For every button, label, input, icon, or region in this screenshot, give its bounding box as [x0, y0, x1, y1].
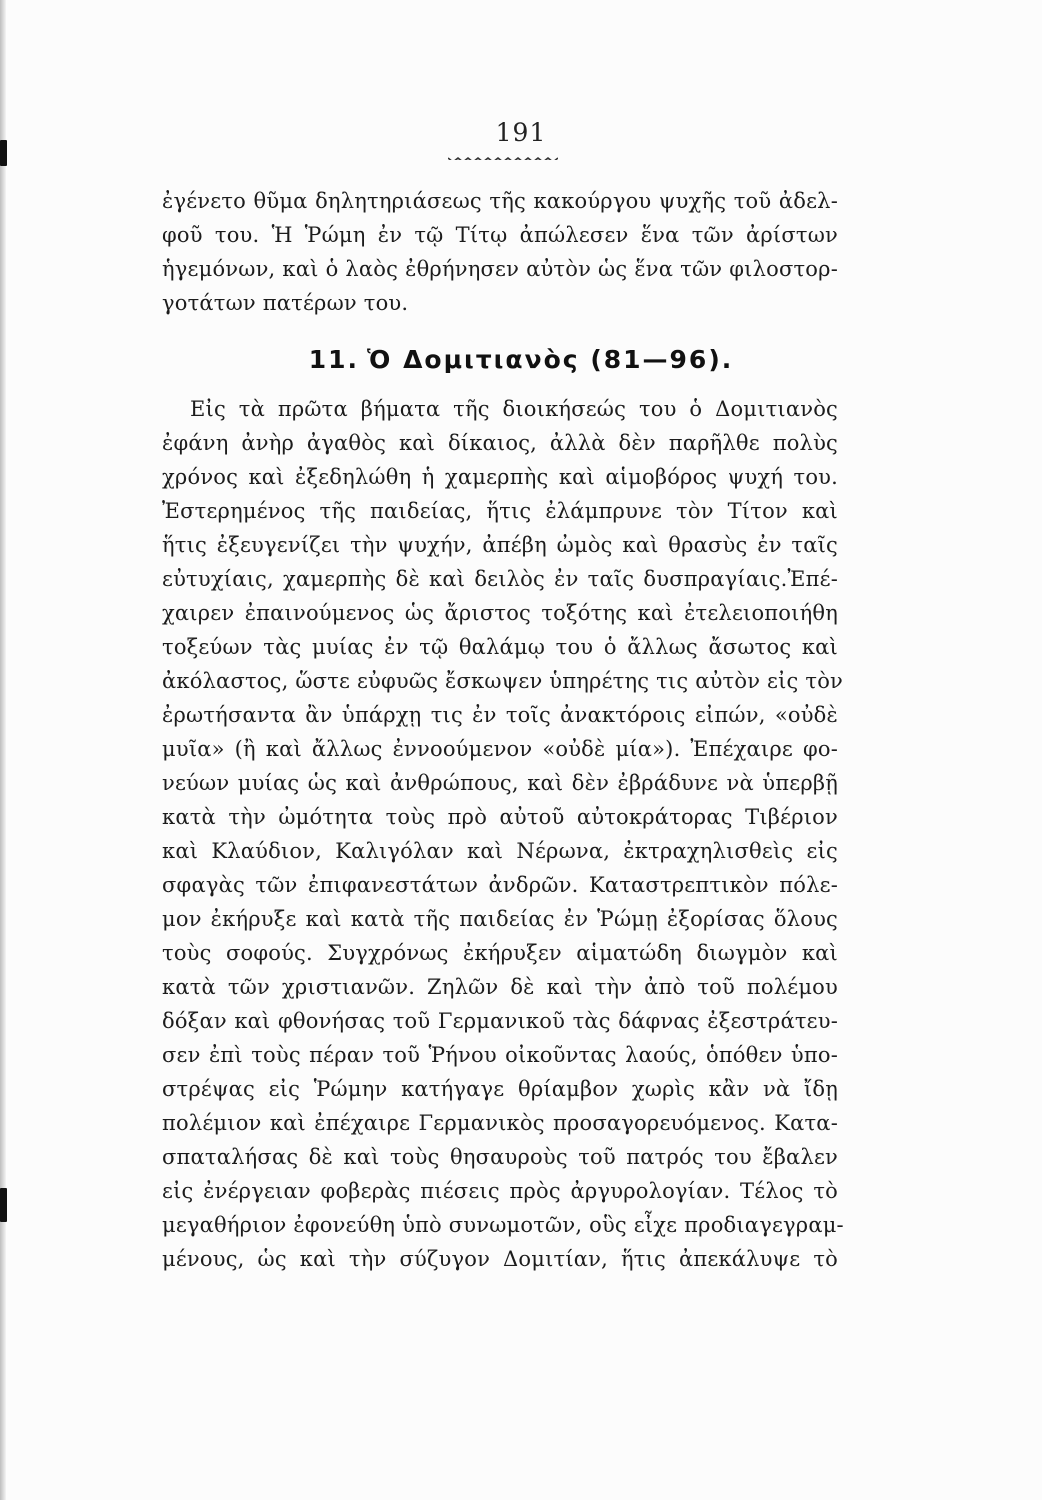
text-line: δόξαν καὶ φθονήσας τοῦ Γερμανικοῦ τὰς δάφνας ἐξεστράτευ- [162, 1009, 838, 1033]
text-line: φοῦ του. Ἡ Ῥώμη ἐν τῷ Τίτῳ ἀπώλεσεν ἕνα τῶν ἀρίστων [162, 223, 838, 247]
text-line: μον ἐκήρυξε καὶ κατὰ τῆς παιδείας ἐν Ῥώμῃ ἐξορίσας ὅλους [162, 907, 838, 931]
wavy-ornament-icon [448, 150, 558, 160]
text-line: ἡγεμόνων, καὶ ὁ λαὸς ἐθρήνησεν αὐτὸν ὡς ἕνα τῶν φιλοστορ- [162, 257, 838, 281]
text-line: ἥτις ἐξευγενίζει τὴν ψυχήν, ἀπέβη ὠμὸς καὶ θρασὺς ἐν ταῖς [162, 533, 838, 557]
text-line: σπαταλήσας δὲ καὶ τοὺς θησαυροὺς τοῦ πατρός του ἔβαλεν [162, 1145, 838, 1169]
text-line: τοξεύων τὰς μυίας ἐν τῷ θαλάμῳ του ὁ ἄλλως ἄσωτος καὶ [162, 635, 838, 659]
text-line: χαιρεν ἐπαινούμενος ὡς ἄριστος τοξότης καὶ ἐτελειοποιήθη [162, 601, 838, 625]
text-line: τοὺς σοφούς. Συγχρόνως ἐκήρυξεν αἱματώδη διωγμὸν καὶ [162, 941, 838, 965]
section-title-text: Ὁ Δομιτιανὸς (81—96). [367, 345, 734, 374]
text-line: νεύων μυίας ὡς καὶ ἀνθρώπους, καὶ δὲν ἐβράδυνε νὰ ὑπερβῇ [162, 771, 838, 795]
text-line: κατὰ τὴν ὠμότητα τοὺς πρὸ αὐτοῦ αὐτοκράτορας Τιβέριον [162, 805, 838, 829]
text-line: Ἐστερημένος τῆς παιδείας, ἥτις ἐλάμπρυνε τὸν Τίτον καὶ [162, 499, 838, 523]
text-line: εὐτυχίαις, χαμερπὴς δὲ καὶ δειλὸς ἐν ταῖς δυσπραγίαις.Ἐπέ- [162, 567, 838, 591]
text-line: ἐρωτήσαντα ἂν ὑπάρχῃ τις ἐν τοῖς ἀνακτόροις εἰπών, «οὐδὲ [162, 703, 838, 727]
text-line: ἀκόλαστος, ὥστε εὐφυῶς ἔσκωψεν ὑπηρέτης τις αὐτὸν εἰς τὸν [162, 669, 844, 693]
text-line: μεγαθήριον ἐφονεύθη ὑπὸ συνωμοτῶν, οὓς εἶχε προδιαγεγραμ- [162, 1213, 844, 1237]
text-line: καὶ Κλαύδιον, Καλιγόλαν καὶ Νέρωνα, ἐκτραχηλισθεὶς εἰς [162, 839, 838, 863]
text-line: ἐγένετο θῦμα δηλητηριάσεως τῆς κακούργου ψυχῆς τοῦ ἀδελ- [162, 189, 838, 213]
text-line: σεν ἐπὶ τοὺς πέραν τοῦ Ῥήνου οἰκοῦντας λαούς, ὁπόθεν ὑπο- [162, 1043, 838, 1067]
text-line: χρόνος καὶ ἐξεδηλώθη ἡ χαμερπὴς καὶ αἱμοβόρος ψυχή του. [162, 465, 838, 489]
text-line: στρέψας εἰς Ῥώμην κατήγαγε θρίαμβον χωρὶς κἂν νὰ ἴδῃ [162, 1077, 838, 1101]
text-line: ἐφάνη ἀνὴρ ἀγαθὸς καὶ δίκαιος, ἀλλὰ δὲν παρῆλθε πολὺς [162, 431, 838, 455]
page-binding-edge [0, 0, 6, 1500]
page-number: 191 [495, 118, 547, 147]
text-line: γοτάτων πατέρων του. [162, 291, 409, 315]
text-line: εἰς ἐνέργειαν φοβερὰς πιέσεις πρὸς ἀργυρολογίαν. Τέλος τὸ [162, 1179, 838, 1203]
text-line: Εἰς τὰ πρῶτα βήματα τῆς διοικήσεώς του ὁ Δομιτιανὸς [190, 397, 838, 421]
text-line: μένους, ὡς καὶ τὴν σύζυγον Δομιτίαν, ἥτις ἀπεκάλυψε τὸ [162, 1247, 838, 1271]
section-number: 11. [308, 345, 360, 374]
text-line: πολέμιον καὶ ἐπέχαιρε Γερμανικὸς προσαγορευόμενος. Κατα- [162, 1111, 838, 1135]
text-line: μυῖα» (ἢ καὶ ἄλλως ἐννοούμενον «οὐδὲ μία»). Ἐπέχαιρε φο- [162, 737, 838, 761]
text-line: σφαγὰς τῶν ἐπιφανεστάτων ἀνδρῶν. Καταστρεπτικὸν πόλε- [162, 873, 838, 897]
text-line: κατὰ τῶν χριστιανῶν. Ζηλῶν δὲ καὶ τὴν ἀπὸ τοῦ πολέμου [162, 975, 838, 999]
edge-mark-bottom [0, 1188, 7, 1222]
section-heading [0, 343, 1042, 377]
